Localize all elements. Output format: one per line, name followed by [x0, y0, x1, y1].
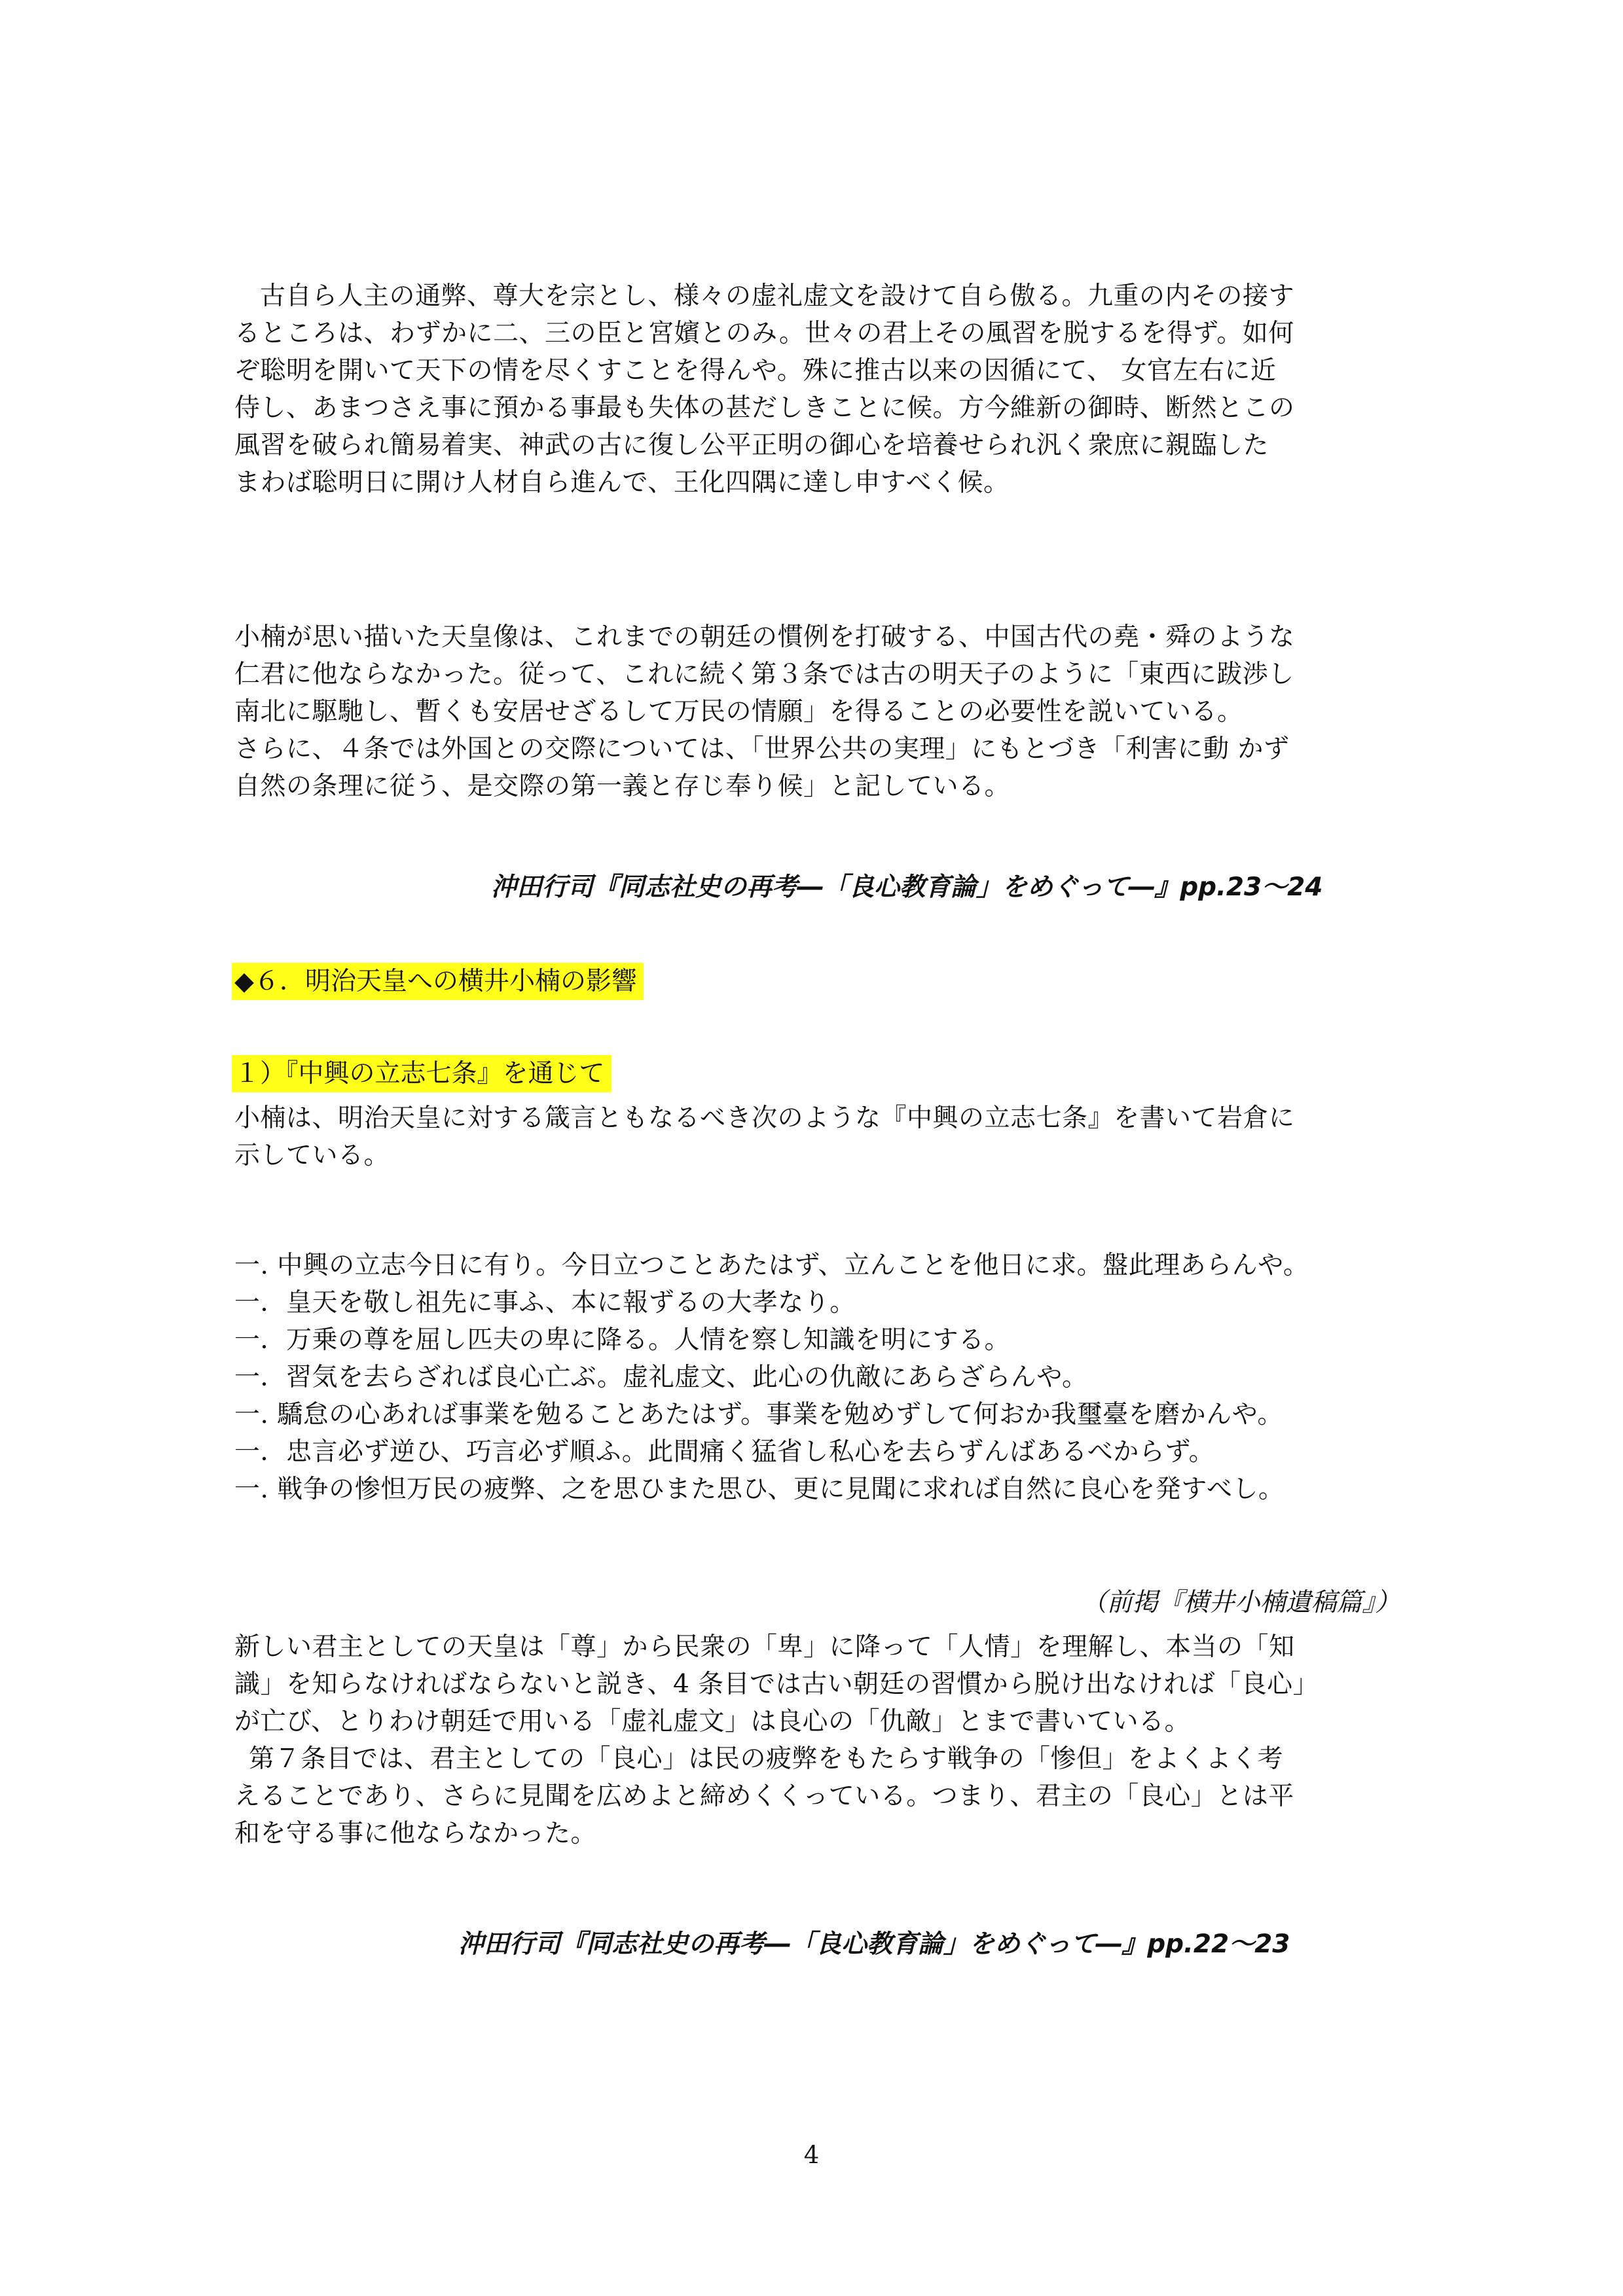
paragraph-line: 識」を知らなければならないと説き、4 条目では古い朝廷の習慣から脱け出なければ「良心」	[234, 1670, 1319, 1699]
paragraph-line: が亡び、とりわけ朝廷で用いる「虚礼虚文」は良心の「仇敵」とまで書いている。	[234, 1707, 1190, 1736]
paragraph-line: 示している。	[234, 1141, 390, 1170]
paragraph-line: 南北に駆馳し、暫くも安居せざるして万民の情願」を得ることの必要性を説いている。	[234, 697, 1243, 726]
paragraph-line: 第７条目では、君主としての「良心」は民の疲弊をもたらす戦争の「惨但」をよくよく考	[249, 1744, 1284, 1774]
paragraph-line: 和を守る事に他ならなかった。	[234, 1819, 597, 1848]
paragraph-line: えることであり、さらに見聞を広めよと締めくくっている。つまり、君主の「良心」とは平	[234, 1782, 1294, 1811]
paragraph-line: 仁君に他ならなかった。従って、これに続く第３条では古の明天子のように「東西に跋渉し	[234, 660, 1294, 689]
quote-line: 古自ら人主の通弊、尊大を宗とし、様々の虚礼虚文を設けて自ら傲る。九重の内その接す	[260, 281, 1295, 311]
subheading: １）『中興の立志七条』を通じて	[232, 1055, 611, 1092]
citation-2: 沖田行司『同志社史の再考―「良心教育論」をめぐって―』pp.22〜23	[458, 1929, 1290, 1959]
article-item: 一．忠言必ず逆ひ、巧言必ず順ふ。此間痛く猛省し私心を去らずんばあるべからず。	[234, 1437, 1215, 1467]
quote-line: るところは、わずかに二、三の臣と宮嬪とのみ。世々の君上その風習を脱するを得ず。如何	[234, 319, 1294, 348]
commentary-paragraph	[234, 619, 1393, 805]
quote-line: まわば聡明日に開け人材自ら進んで、王化四隅に達し申すべく候。	[234, 468, 1010, 497]
article-item: 一．皇天を敬し祖先に事ふ、本に報ずるの大孝なり。	[234, 1288, 856, 1318]
quote-line: 侍し、あまつさえ事に預かる事最も失体の甚だしきことに候。方今維新の御時、断然とこの	[234, 393, 1295, 423]
article-item: 一．習気を去らざれば良心亡ぶ。虚礼虚文、此心の仇敵にあらざらんや。	[234, 1363, 1088, 1392]
articles-list	[234, 1247, 1393, 1508]
article-item: 一. 中興の立志今日に有り。今日立つことあたはず、立んことを他日に求。盤此理あらんや。	[234, 1251, 1309, 1280]
quote-block	[234, 278, 1393, 501]
article-item: 一．万乗の尊を屈し匹夫の卑に降る。人情を察し知識を明にする。	[234, 1325, 1011, 1355]
article-item: 一. 戦争の惨怛万民の疲弊、之を思ひまた思ひ、更に見聞に求れば自然に良心を発すべし。	[234, 1475, 1285, 1504]
paragraph-line: さらに、４条では外国との交際については、「世界公共の実理」にもとづき「利害に動 かず	[234, 734, 1290, 764]
paragraph-line: 小楠は、明治天皇に対する箴言ともなるべき次のような『中興の立志七条』を書いて岩倉に	[234, 1103, 1295, 1133]
paragraph-line: 新しい君主としての天皇は「尊」から民衆の「卑」に降って「人情」を理解し、本当の「知	[234, 1632, 1295, 1662]
article-item: 一. 驕怠の心あれば事業を勉ることあたはず。事業を勉めずして何おか我璽臺を磨かんや。	[234, 1400, 1283, 1429]
citation-1: 沖田行司『同志社史の再考―「良心教育論」をめぐって―』pp.23〜24	[491, 872, 1323, 902]
paragraph-line: 自然の条理に従う、是交際の第一義と存じ奉り候」と記している。	[234, 772, 1011, 801]
paragraph-line: 小楠が思い描いた天皇像は、これまでの朝廷の慣例を打破する、中国古代の堯・舜のような	[234, 622, 1295, 652]
articles-source: （前掲『横井小楠遺稿篇』）	[1081, 1588, 1400, 1617]
quote-line: 風習を破られ簡易着実、神武の古に復し公平正明の御心を培養せられ汎く衆庶に親臨した	[234, 431, 1269, 460]
quote-line: ぞ聡明を開いて天下の情を尽くすことを得んや。殊に推古以来の因循にて、 女官左右に近	[234, 356, 1277, 386]
section-heading: ◆６．明治天皇への横井小楠の影響	[232, 963, 644, 1000]
page-number: 4	[803, 2141, 820, 2169]
analysis-paragraph	[234, 1628, 1393, 1852]
intro-paragraph	[234, 1100, 1393, 1174]
